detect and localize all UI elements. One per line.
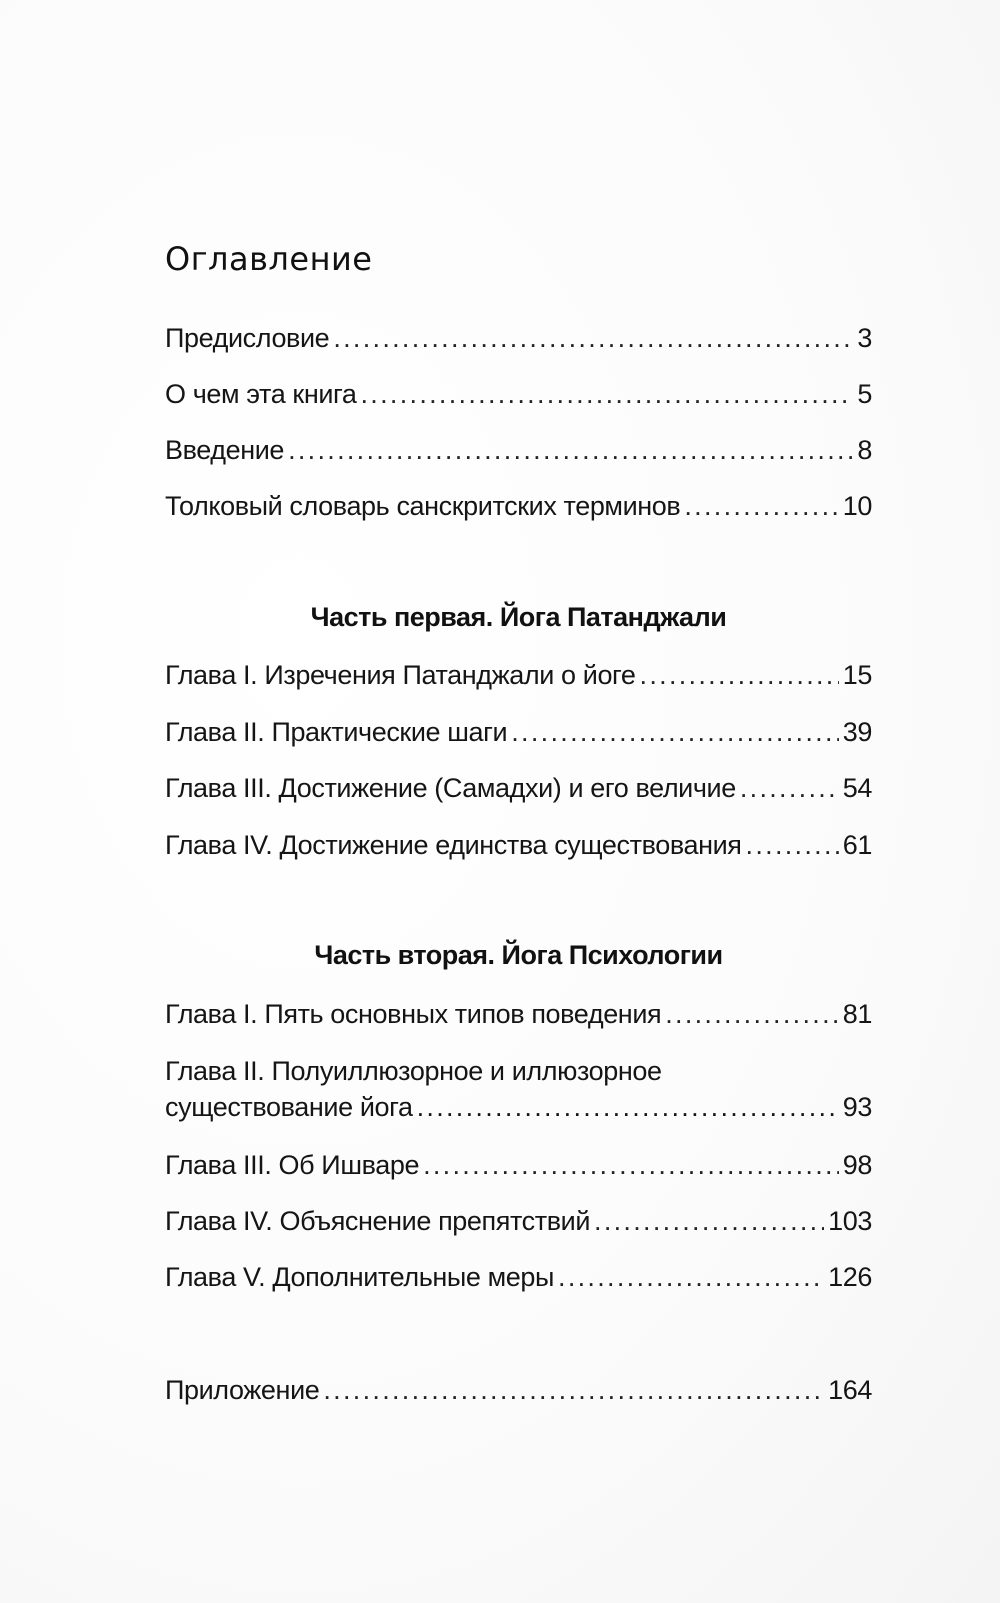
dot-leader — [740, 771, 839, 805]
page-number: 164 — [828, 1375, 872, 1405]
toc-entry-preface[interactable] — [165, 321, 872, 355]
dot-leader — [640, 658, 839, 692]
toc-entry-introduction[interactable] — [165, 433, 872, 467]
dot-leader — [511, 715, 839, 749]
page-number: 98 — [842, 1150, 872, 1180]
page-number: 126 — [828, 1262, 872, 1292]
toc-entry-part2-chapter5[interactable] — [165, 1260, 872, 1294]
page-number: 103 — [828, 1206, 872, 1236]
entry-label: Приложение — [165, 1375, 320, 1405]
dot-leader — [665, 997, 839, 1031]
toc-entry-part2-chapter2[interactable] — [165, 1054, 872, 1124]
entry-label: Предисловие — [165, 323, 330, 353]
entry-label: Глава III. Достижение (Самадхи) и его величие — [165, 773, 736, 803]
page-number: 10 — [842, 491, 872, 521]
entry-label: Глава III. Об Ишваре — [165, 1150, 420, 1180]
dot-leader — [361, 377, 854, 411]
dot-leader — [417, 1090, 839, 1124]
entry-label: Глава V. Дополнительные меры — [165, 1262, 555, 1292]
entry-label: Глава IV. Достижение единства существования — [165, 830, 742, 860]
page-number: 39 — [842, 717, 872, 747]
dot-leader — [288, 433, 853, 467]
page-number: 61 — [842, 830, 872, 860]
entry-label: Введение — [165, 435, 285, 465]
page-number: 81 — [842, 999, 872, 1029]
dot-leader — [558, 1260, 824, 1294]
dot-leader — [423, 1148, 839, 1182]
toc-entry-appendix[interactable] — [165, 1373, 872, 1407]
toc-entry-glossary[interactable] — [165, 489, 872, 523]
entry-label: Глава II. Практические шаги — [165, 717, 508, 747]
part-two-heading: Часть вторая. Йога Психологии — [314, 940, 723, 970]
dot-leader — [684, 489, 838, 523]
entry-label: Глава I. Изречения Патанджали о йоге — [165, 660, 636, 690]
toc-entry-part2-chapter3[interactable] — [165, 1148, 872, 1182]
dot-leader — [594, 1204, 824, 1238]
page-number: 8 — [857, 435, 872, 465]
toc-entry-part1-chapter2[interactable] — [165, 715, 872, 749]
entry-label: О чем эта книга — [165, 379, 357, 409]
toc-entry-part1-chapter4[interactable] — [165, 828, 872, 862]
toc-title: Оглавление — [165, 240, 373, 278]
entry-label-line1: Глава II. Полуиллюзорное и иллюзорное — [165, 1056, 662, 1086]
toc-entry-part2-chapter1[interactable] — [165, 997, 872, 1031]
entry-label-line2: существование йога — [165, 1092, 413, 1122]
page-number: 93 — [842, 1092, 872, 1122]
dot-leader — [746, 828, 839, 862]
dot-leader — [333, 321, 853, 355]
page-number: 5 — [857, 379, 872, 409]
toc-entry-about-book[interactable] — [165, 377, 872, 411]
entry-label: Глава I. Пять основных типов поведения — [165, 999, 662, 1029]
page-number: 54 — [842, 773, 872, 803]
toc-entry-part1-chapter3[interactable] — [165, 771, 872, 805]
page-number: 3 — [857, 323, 872, 353]
entry-label: Глава IV. Объяснение препятствий — [165, 1206, 591, 1236]
toc-entry-part2-chapter4[interactable] — [165, 1204, 872, 1238]
dot-leader — [323, 1373, 824, 1407]
entry-label: Толковый словарь санскритских терминов — [165, 491, 681, 521]
page-number: 15 — [842, 660, 872, 690]
part-one-heading: Часть первая. Йога Патанджали — [310, 602, 727, 632]
toc-entry-part1-chapter1[interactable] — [165, 658, 872, 692]
